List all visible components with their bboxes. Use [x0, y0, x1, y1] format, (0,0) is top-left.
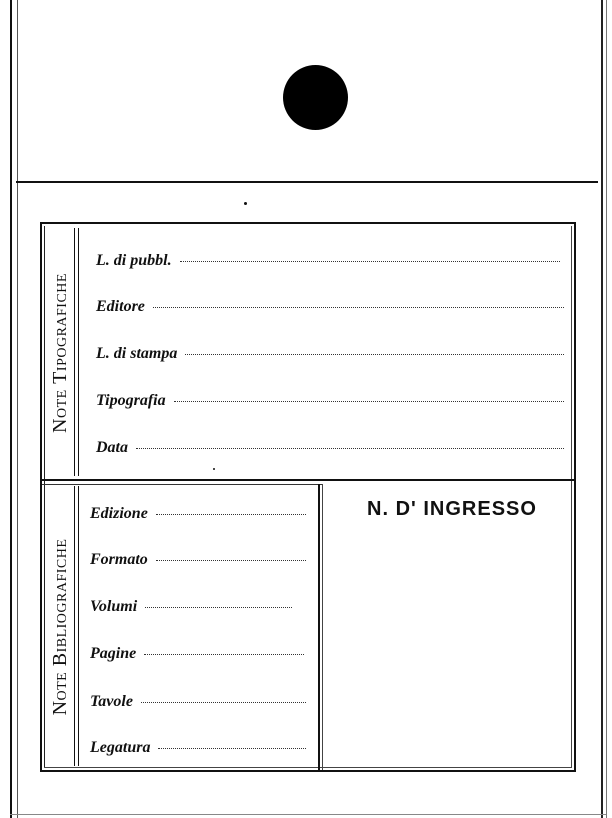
dotted-line — [156, 559, 306, 561]
card-right-edge — [601, 0, 603, 818]
section-divider-inner — [42, 484, 322, 485]
section-title-typographic — [49, 243, 75, 463]
field-label: Edizione — [90, 505, 148, 522]
field-tavole[interactable] — [90, 693, 306, 711]
dotted-line — [174, 400, 564, 402]
dotted-line — [153, 306, 564, 308]
dotted-line — [141, 701, 306, 703]
ingresso-divider-inner — [322, 484, 323, 770]
ingresso-divider — [318, 484, 320, 770]
field-formato[interactable] — [90, 551, 306, 569]
field-label: Volumi — [90, 598, 138, 615]
dotted-line — [144, 653, 304, 655]
field-luogo-stampa[interactable] — [96, 345, 564, 363]
card-right-edge-inner — [606, 0, 607, 818]
field-pagine[interactable] — [90, 645, 304, 663]
field-edizione[interactable] — [90, 505, 306, 523]
section-title-main: Note — [49, 671, 71, 716]
field-data[interactable] — [96, 439, 564, 457]
field-editore[interactable] — [96, 298, 564, 316]
punch-hole — [283, 65, 348, 130]
field-volumi[interactable] — [90, 598, 292, 616]
title-column-rule — [78, 228, 79, 476]
field-luogo-pubblicazione[interactable] — [96, 252, 560, 270]
fold-line — [16, 181, 598, 183]
field-label: Tavole — [90, 693, 133, 710]
field-label: Data — [96, 439, 128, 456]
section-divider — [42, 479, 574, 481]
dotted-line — [145, 606, 292, 608]
field-legatura[interactable] — [90, 739, 306, 757]
section-title-bibliographic — [49, 507, 75, 747]
field-label: Pagine — [90, 645, 137, 662]
section-title-sub: Tipografiche — [49, 273, 71, 384]
title-column-rule — [78, 486, 79, 766]
field-label: L. di pubbl. — [96, 252, 172, 269]
dotted-line — [136, 447, 564, 449]
field-label: Formato — [90, 551, 148, 568]
frame-inner-left-rule — [44, 226, 45, 768]
field-label: Legatura — [90, 739, 151, 756]
ingresso-label: N. D' INGRESSO — [367, 498, 537, 520]
field-label: Editore — [96, 298, 145, 315]
frame-inner-right-rule — [571, 226, 572, 768]
card-bottom-edge — [10, 814, 606, 815]
dotted-line — [180, 260, 560, 262]
card-left-edge — [10, 0, 12, 818]
section-title-sub: Bibliografiche — [49, 538, 71, 667]
field-tipografia[interactable] — [96, 392, 564, 410]
speck — [244, 202, 247, 205]
field-label: Tipografia — [96, 392, 166, 409]
field-label: L. di stampa — [96, 345, 178, 362]
dotted-line — [156, 513, 306, 515]
section-title-main: Note — [49, 389, 71, 433]
card-left-edge-inner — [17, 0, 18, 818]
dotted-line — [185, 353, 564, 355]
dotted-line — [158, 747, 306, 749]
frame-inner-bottom-rule — [44, 767, 572, 768]
